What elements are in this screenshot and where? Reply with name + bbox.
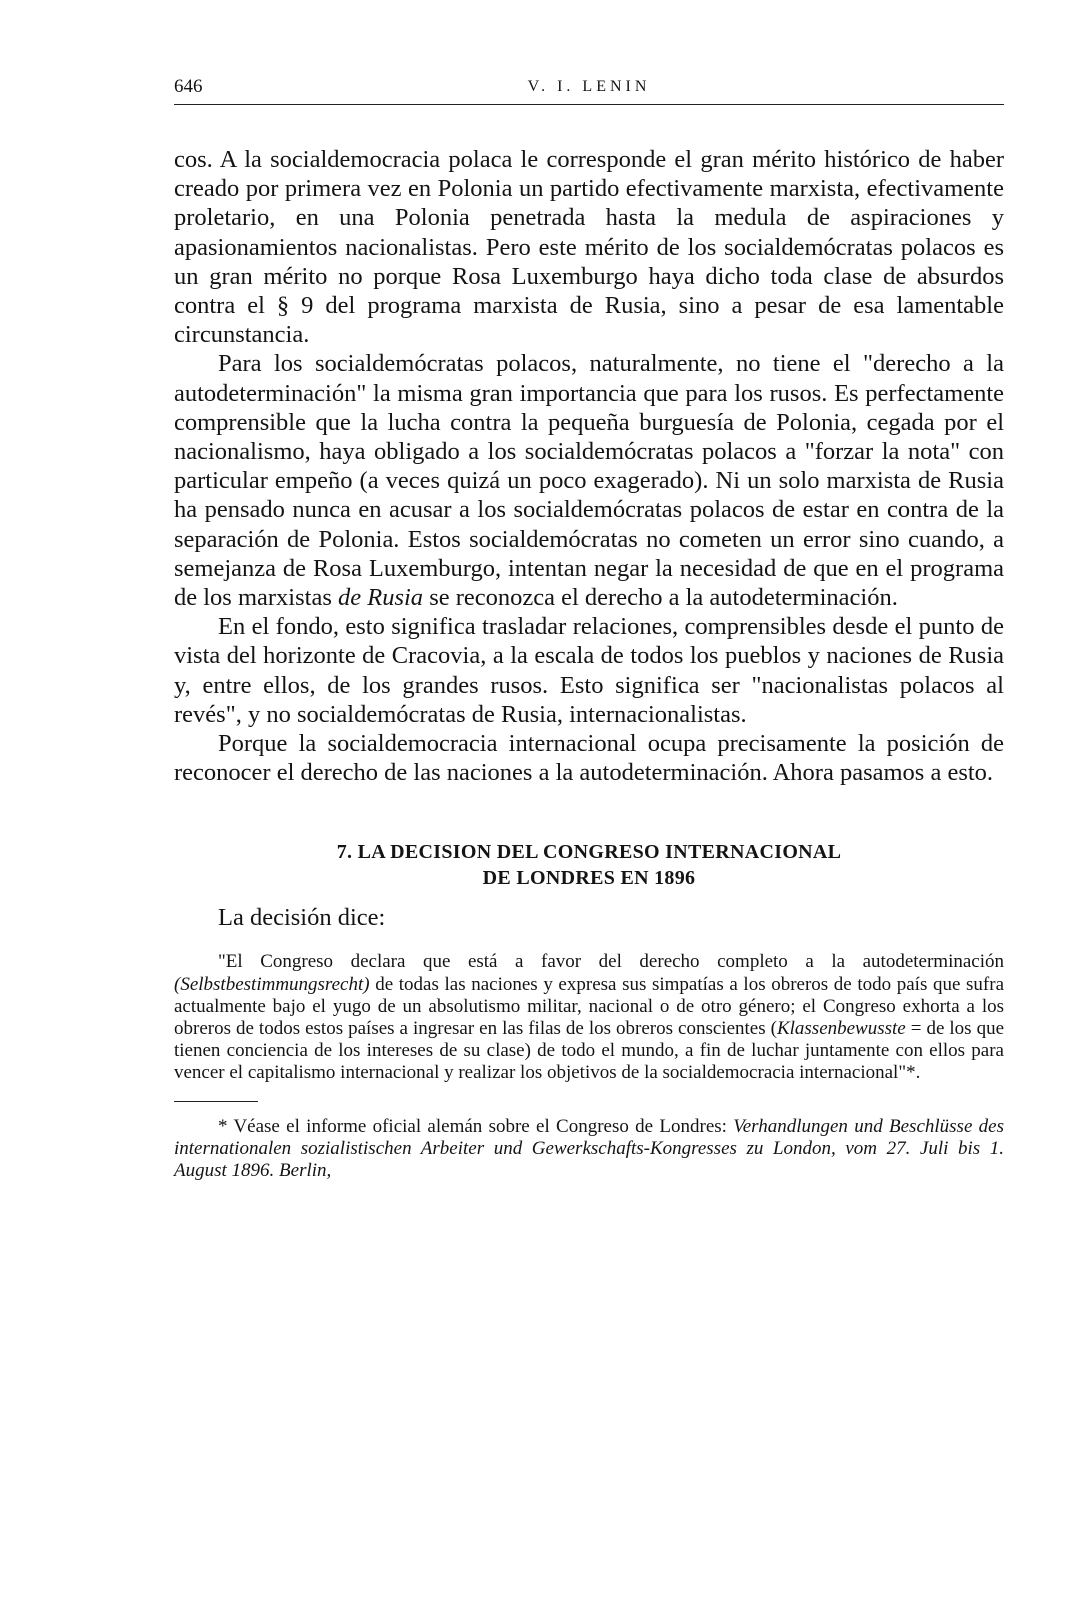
quote-text-3: = de los que tienen conciencia de los intereses de su clase) de todo el mundo, a fin de luchar juntamente con ellos para vencer el capitalismo internacional y realizar los objetivos de la socialdemocracia internacional"*.: [174, 1018, 1005, 1084]
quote-term-2: Klassenbewusste: [776, 1018, 906, 1040]
main-text: [174, 145, 1004, 787]
paragraph-2: [174, 349, 1004, 612]
footnote: [174, 1116, 1004, 1182]
section-heading: [174, 839, 1004, 891]
footnote-title: Verhandlungen und Beschlüsse des internationalen sozialistischen Arbeiter und Gewerkschafts-Kongresses zu London, vom 27. Juli bis 1. August 1896. Berlin,: [174, 1115, 1005, 1181]
quote-term-1: (Selbstbestimmungsrecht): [174, 973, 370, 995]
book-page: [174, 76, 1004, 1182]
decision-intro: La decisión dice:: [218, 904, 386, 932]
quote-text-1: "El Congreso declara que está a favor del derecho completo a la autodeterminación: [218, 951, 1004, 973]
quote-paragraph: [174, 951, 1004, 1084]
paragraph-2-text-end: se reconozca el derecho a la autodeterminación.: [423, 584, 898, 612]
page-number: 646: [174, 76, 203, 97]
paragraph-2-text-start: Para los socialdemócratas polacos, naturalmente, no tiene el "derecho a la autodeterminación" la misma gran importancia que para los rusos. Es perfectamente comprensible que la lucha contra la pequeña burguesía de Polonia, cegada por el nacionalismo, haya obligado a los socialdemócratas polacos a "forzar la nota" con particular empeño (a veces quizá un poco exagerado). Ni un solo marxista de Rusia ha pensado nunca en acusar a los socialdemócratas polacos de estar en contra de la separación de Polonia. Estos socialdemócratas no cometen un error sino cuando, a semejanza de Rosa Luxemburgo, intentan negar la necesidad de que en el programa de los marxistas: [174, 350, 1004, 612]
paragraph-1: cos. A la socialdemocracia polaca le corresponde el gran mérito histórico de haber creado por primera vez en Polonia un partido efectivamente marxista, efectivamente proletario, en una Polonia penetrada hasta la medula de aspiraciones y apasionamientos nacionalistas. Pero este mérito de los socialdemócratas polacos es un gran mérito no porque Rosa Luxemburgo haya dicho toda clase de absurdos contra el § 9 del programa marxista de Rusia, sino a pesar de esa lamentable circunstancia.: [174, 146, 1004, 349]
footnote-divider: [174, 1101, 258, 1102]
running-title: V. I. LENIN: [527, 78, 651, 95]
paragraph-2-emphasis: de Rusia: [338, 584, 424, 612]
section-heading-line-1: 7. LA DECISION DEL CONGRESO INTERNACIONAL: [336, 841, 842, 864]
quote-text-2: de todas las naciones y expresa sus simpatías a los obreros de todo país que sufra actualmente bajo el yugo de un absolutismo militar, nacional o de otro género; el Congreso exhorta a los obreros de todos estos países a ingresar en las filas de los obreros conscientes (: [174, 973, 1004, 1040]
paragraph-4: Porque la socialdemocracia internacional ocupa precisamente la posición de reconocer el derecho de las naciones a la autodeterminación. Ahora pasamos a esto.: [174, 730, 1004, 787]
section-heading-line-2: DE LONDRES EN 1896: [482, 867, 696, 890]
running-header: [174, 76, 1004, 105]
block-quote: [174, 951, 1004, 1084]
paragraph-3: En el fondo, esto significa trasladar relaciones, comprensibles desde el punto de vista del horizonte de Cracovia, a la escala de todos los pueblos y naciones de Rusia y, entre ellos, de los grandes rusos. Esto significa ser "nacionalistas polacos al revés", y no socialdemócratas de Rusia, internacionalistas.: [174, 613, 1004, 728]
footnote-lead: * Véase el informe oficial alemán sobre el Congreso de Londres:: [218, 1115, 734, 1137]
